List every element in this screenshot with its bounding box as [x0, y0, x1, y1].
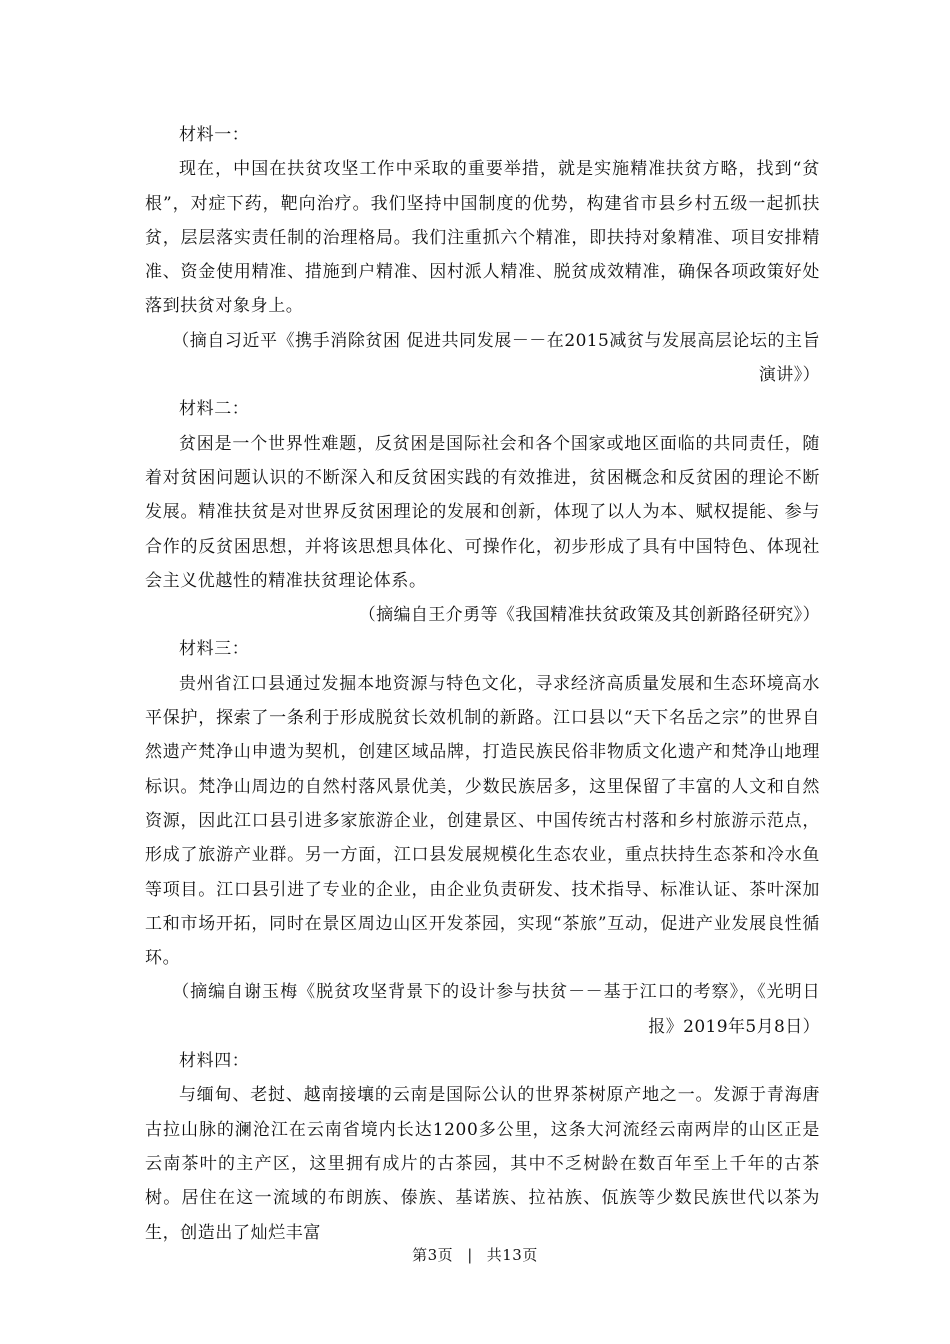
- material-1-heading: 材料一：: [179, 125, 250, 145]
- document-body: [145, 118, 820, 1250]
- material-3-body: 贵州省江口县通过发掘本地资源与特色文化，寻求经济高质量发展和生态环境高水平保护，探索了一条利于形成脱贫长效机制的新路。江口县以“天下名岳之宗”的世界自然遗产梵净山申遗为契机，创建区域品牌，打造民族民俗非物质文化遗产和梵净山地理标识。梵净山周边的自然村落风景优美，少数民族居多，这里保留了丰富的人文和自然资源，因此江口县引进多家旅游企业，创建景区、中国传统古村落和乡村旅游示范点，形成了旅游产业群。另一方面，江口县发展规模化生态农业，重点扶持生态茶和冷水鱼等项目。江口县引进了专业的企业，由企业负责研发、技术指导、标准认证、茶叶深加工和市场开拓，同时在景区周边山区开发茶园，实现“茶旅”互动，促进产业发展良性循环。: [145, 673, 820, 969]
- material-4-heading: 材料四：: [179, 1051, 250, 1072]
- material-1-source: （摘自习近平《携手消除贫困 促进共同发展－－在2015减贫与发展高层论坛的主旨演讲》）: [172, 330, 820, 386]
- total-page-count: 共13页: [486, 1246, 538, 1264]
- material-2-heading: 材料二：: [179, 399, 250, 420]
- material-4-body: 与缅甸、老挝、越南接壤的云南是国际公认的世界茶树原产地之一。发源于青海唐古拉山脉的澜沧江在云南省境内长达1200多公里，这条大河流经云南两岸的山区正是云南茶叶的主产区，这里拥有成片的古茶园，其中不乏树龄在数百年至上千年的古茶树。居住在这一流域的布朗族、傣族、基诺族、拉祜族、佤族等少数民族世代以茶为生，创造出了灿烂丰富: [145, 1085, 820, 1243]
- material-1-body: 现在，中国在扶贫攻坚工作中采取的重要举措，就是实施精准扶贫方略，找到“贫根”，对症下药，靶向治疗。我们坚持中国制度的优势，构建省市县乡村五级一起抓扶贫，层层落实责任制的治理格局。我们注重抓六个精准，即扶持对象精准、项目安排精准、资金使用精准、措施到户精准、因村派人精准、脱贫成效精准，确保各项政策好处落到扶贫对象身上。: [145, 159, 820, 317]
- current-page-number: 第3页: [412, 1246, 454, 1264]
- material-3-heading: 材料三：: [179, 639, 250, 660]
- material-2-body: 贫困是一个世界性难题，反贫困是国际社会和各个国家或地区面临的共同责任，随着对贫困问题认识的不断深入和反贫困实践的有效推进，贫困概念和反贫困的理论不断发展。精准扶贫是对世界反贫困理论的发展和创新，体现了以人为本、赋权提能、参与合作的反贫困思想，并将该思想具体化、可操作化，初步形成了具有中国特色、体现社会主义优越性的精准扶贫理论体系。: [145, 433, 820, 591]
- page-footer: [0, 1244, 950, 1265]
- material-3-source: （摘编自谢玉梅《脱贫攻坚背景下的设计参与扶贫－－基于江口的考察》，《光明日报》2019年5月8日）: [172, 982, 820, 1037]
- material-2-source: （摘编自王介勇等《我国精准扶贫政策及其创新路径研究》）: [358, 605, 820, 626]
- page-separator: |: [467, 1246, 473, 1264]
